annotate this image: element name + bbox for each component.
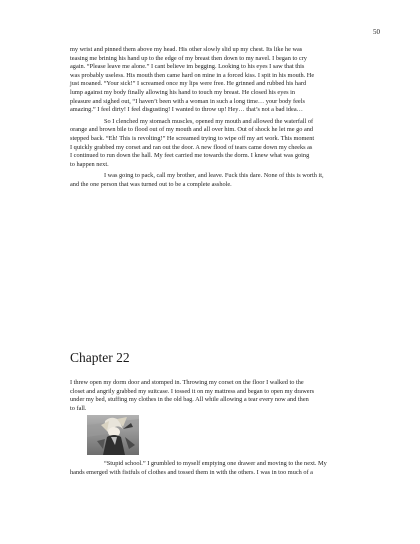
- text-line: teasing me brining his hand up to the edge of my breast then down to my navel. I began to cry: [70, 54, 307, 62]
- text-line: and the one person that was turned out to be a complete asshole.: [70, 180, 232, 188]
- section-2-text: [70, 379, 380, 413]
- text-line: to fall.: [70, 404, 87, 412]
- text-line: I threw open my dorm door and stomped in. Throwing my corset on the floor I walked to the: [70, 379, 304, 386]
- page-number: 50: [373, 28, 380, 36]
- text-line: I continued to run down the hall. My feet carried me towards the dorm. I knew what was going: [70, 152, 310, 160]
- paragraph-1: [70, 46, 380, 115]
- paragraph-4: [70, 379, 380, 413]
- anime-character-illustration: [87, 415, 139, 455]
- text-line: under my bed, stuffing my clothes in the old bag. All while allowing a tear every now and then: [70, 396, 309, 404]
- text-line: just moaned. “Your sick!” I screamed once my lips were free. He grinned and rubbed his hard: [70, 80, 307, 88]
- text-line: I was going to pack, call my brother, and leave. Fuck this dare. None of this is worth it,: [104, 172, 324, 180]
- text-line: to happen next.: [70, 160, 109, 168]
- text-line: orange and brown bile to flood out of my mouth and all over him. Out of shock he let me go and: [70, 126, 314, 134]
- text-line: So I clenched my stomach muscles, opened my mouth and allowed the waterfall of: [104, 117, 314, 125]
- paragraph-2: [70, 118, 380, 170]
- text-line: my wrist and pinned them above my head. His other slowly slid up my chest. Its like he was: [70, 46, 303, 53]
- text-line: again. “Please leave me alone.” I cant believe im begging. Looking to his eyes I saw that this: [70, 63, 305, 71]
- section-2-text-continued: [70, 460, 380, 477]
- text-line: closet and angrily grabbed my suitcase. I tossed it on my mattress and began to open my drawers: [70, 387, 315, 395]
- chapter-title: Chapter 22: [70, 350, 130, 365]
- text-line: amazing.” I feel dirty! I feel disgusting! I wanted to throw up! Hey… that’s not a bad idea…: [70, 106, 303, 114]
- section-1-text: [70, 46, 380, 190]
- text-line: I quickly grabbed my corset and ran out the door. A new flood of tears came down my cheeks as: [70, 143, 313, 151]
- text-line: stepped back. “Eh! This is revolting!” He screamed trying to wipe off my art work. This moment: [70, 134, 315, 142]
- text-line: lump against my body finally allowing his hand to touch my breast. He closed his eyes in: [70, 88, 296, 96]
- paragraph-5: [70, 460, 380, 477]
- text-line: hands emerged with fistfuls of clothes and tossed them in with the others. I was in too much of a: [70, 468, 313, 476]
- text-line: pleasure and sighed out, “I haven’t been with a woman in such a long time… your body feels: [70, 97, 305, 105]
- paragraph-3: [70, 172, 380, 189]
- text-line: “Stupid school.” I grumbled to myself emptying one drawer and moving to the next. My: [104, 460, 327, 467]
- text-line: was probably useless. His mouth then came hard on mine in a forced kiss. I spit in his mouth. He: [70, 71, 315, 79]
- illustration-graphic: [87, 415, 139, 455]
